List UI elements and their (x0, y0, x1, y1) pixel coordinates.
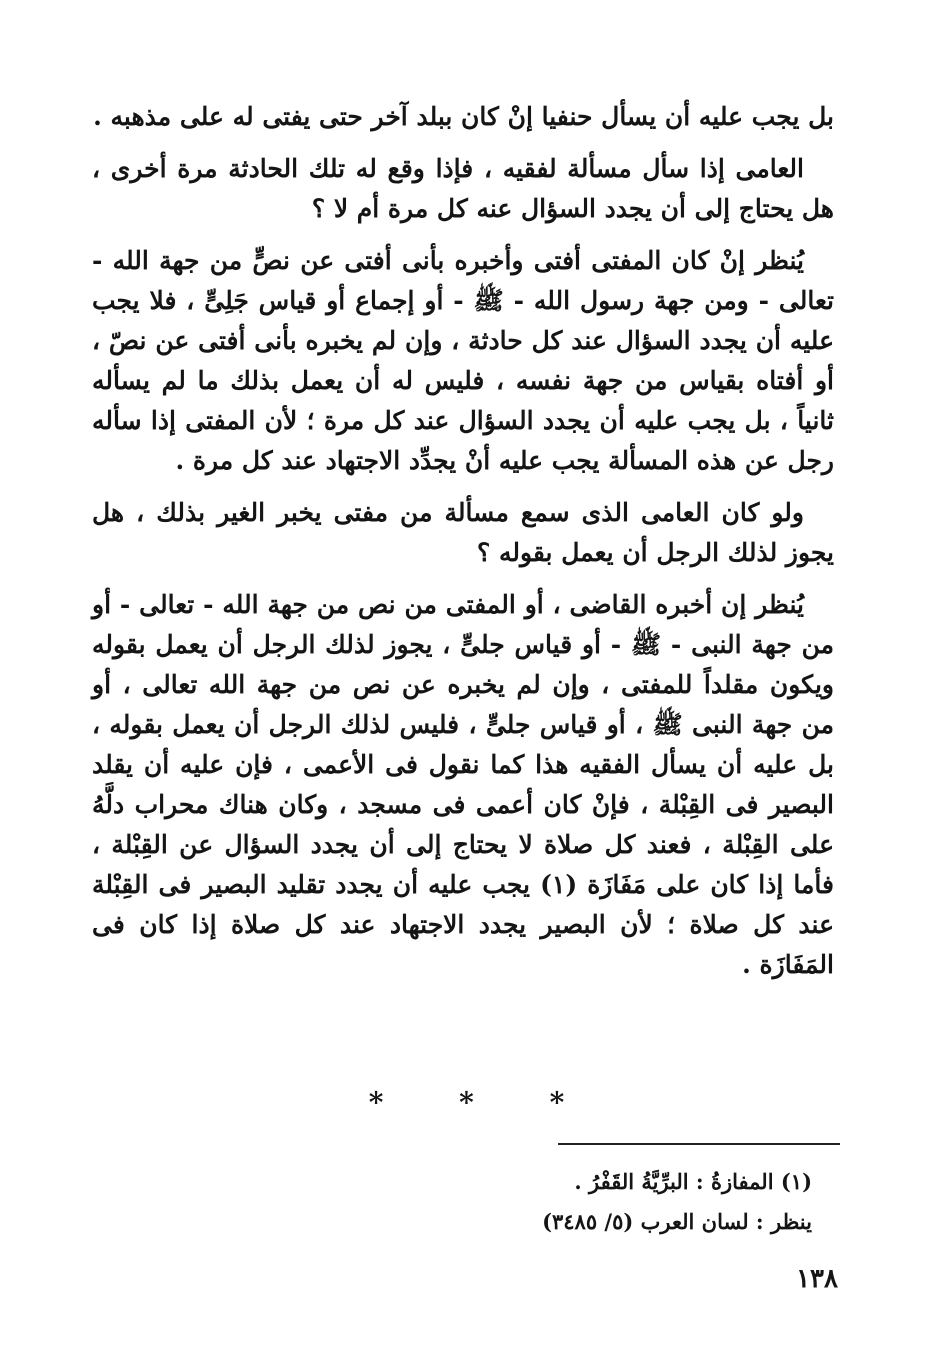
paragraph-1: بل يجب عليه أن يسأل حنفيا إنْ كان ببلد آخر حتى يفتى له على مذهبه . (93, 102, 834, 131)
paragraph-2: العامى إذا سأل مسألة لفقيه ، فإذا وقع له تلك الحادثة مرة أخرى ، هل يحتاج إلى أن يجدد السؤال عنه كل مرة أم لا ؟ (92, 154, 834, 223)
paragraph-5: يُنظر إن أخبره القاضى ، أو المفتى من نص من جهة الله - تعالى - أو من جهة النبى - ﷺ - أو قياس جلىٍّ ، يجوز لذلك الرجل أن يعمل بقوله ويكون مقلداً للمفتى ، وإن لم يخبره عن نص من جهة الله تعالى ، أو من جهة النبى ﷺ ، أو قياس جلىٍّ ، فليس لذلك الرجل أن يعمل بقوله ، بل عليه أن يسأل الفقيه هذا كما نقول فى الأعمى ، فإن عليه أن يقلد البصير فى القِبْلة ، فإنْ كان أعمى فى مسجد ، وكان هناك محراب دلَّهُ على القِبْلة ، فعند كل صلاة لا يحتاج إلى أن يجدد السؤال عن القِبْلة ، فأما إذا كان على مَفَازَة (١) يجب عليه أن يجدد تقليد البصير فى القِبْلة عند كل صلاة ؛ لأن البصير يجدد الاجتهاد عند كل صلاة إذا كان فى المَفَازَة . (92, 590, 834, 979)
separator-star-1: * (368, 1086, 384, 1119)
paragraph-3: يُنظر إنْ كان المفتى أفتى وأخبره بأنى أفتى عن نصٍّ من جهة الله - تعالى - ومن جهة رسول الله - ﷺ - أو إجماع أو قياس جَلِىٍّ ، فلا يجب عليه أن يجدد السؤال عند كل حادثة ، وإن لم يخبره بأنى أفتى عن نصّ ، أو أفتاه بقياس من جهة نفسه ، فليس له أن يعمل بذلك ما لم يسأله ثانياً ، بل يجب عليه أن يجدد السؤال عند كل مرة ؛ لأن المفتى إذا سأله رجل عن هذه المسألة يجب عليه أنْ يجدِّد الاجتهاد عند كل مرة . (92, 246, 834, 475)
page-number: ١٣٨ (796, 1264, 838, 1294)
footnotes (420, 1162, 812, 1242)
footnote-1: (١) المفازةُ : البرِّيَّةُ القَفْرُ . (574, 1169, 812, 1194)
paragraph-4: ولو كان العامى الذى سمع مسألة من مفتى يخبر الغير بذلك ، هل يجوز لذلك الرجل أن يعمل بقوله ؟ (92, 498, 834, 567)
section-separator (0, 1086, 933, 1119)
footnote-source: ينظر : لسان العرب (٥/ ٣٤٨٥) (542, 1209, 812, 1234)
separator-star-3: * (549, 1086, 565, 1119)
main-text (92, 97, 834, 997)
separator-star-2: * (459, 1086, 474, 1119)
footnote-divider (558, 1143, 840, 1145)
